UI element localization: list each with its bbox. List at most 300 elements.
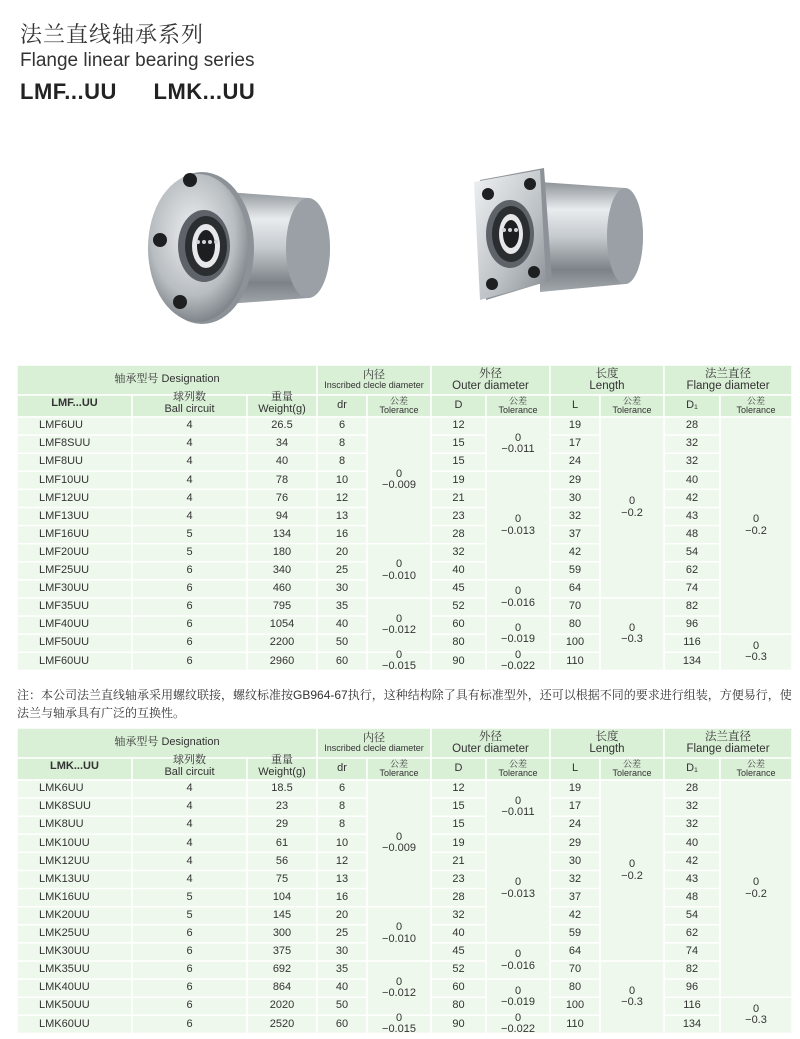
length-cell: 37 <box>568 527 582 540</box>
length-cell: 100 <box>565 636 585 649</box>
flange-diameter-header <box>664 728 792 758</box>
weight-cell: 23 <box>275 800 289 813</box>
flange-d1-cell: 43 <box>685 509 699 522</box>
tolerance-upper: 0 <box>395 467 403 480</box>
weight-cell: 61 <box>275 836 289 849</box>
outer-d-cell: 21 <box>452 854 465 867</box>
flange-d1-cell: 96 <box>685 618 699 631</box>
dr-cell: 10 <box>335 473 349 486</box>
ball-circuit-header <box>132 754 247 780</box>
model-column-header: LMK...UU <box>50 760 99 773</box>
outer-diameter-label-cn: 外径 <box>479 367 502 380</box>
ball-circuit-cell: 4 <box>186 491 193 504</box>
ball-circuit-cell: 5 <box>186 890 193 903</box>
model-cell: LMF20UU <box>39 545 90 558</box>
dr-cell: 20 <box>335 908 349 921</box>
outer-d-cell: 45 <box>452 945 465 958</box>
model-cell: LMK35UU <box>39 963 90 976</box>
flange-d1-cell: 74 <box>685 945 699 958</box>
length-cell: 29 <box>568 473 582 486</box>
assembly-note: 注：本公司法兰直线轴承采用螺纹联接，螺纹标准按GB964-67执行，这种结构除了具有标准型外，还可以根据不同的要求进行组装，方便易行，使法兰与轴承具有广泛的互换性。 <box>17 688 792 720</box>
dr-cell: 16 <box>335 890 349 903</box>
tolerance-label-cn: 公差 <box>389 395 408 406</box>
ball-circuit-cell: 4 <box>186 782 193 795</box>
ball-circuit-cell: 6 <box>186 999 193 1012</box>
ball-circuit-cell: 6 <box>186 981 193 994</box>
ball-circuit-cell: 5 <box>186 545 193 558</box>
model-cell: LMF12UU <box>39 491 90 504</box>
dr-cell: 8 <box>338 800 346 813</box>
outer-d-cell: 32 <box>452 908 465 921</box>
flange-d1-cell: 28 <box>685 782 699 795</box>
flange-d1-cell: 42 <box>685 491 699 504</box>
tol-D-value <box>486 834 550 943</box>
outer-d-cell: 19 <box>452 836 465 849</box>
length-cell: 70 <box>568 600 582 613</box>
length-cell: 42 <box>568 545 582 558</box>
tol-dr-value <box>367 648 431 673</box>
flange-d1-cell: 82 <box>685 600 699 613</box>
model-cell: LMF35UU <box>39 600 90 613</box>
outer-d-cell: 52 <box>452 963 465 976</box>
outer-d-cell: 15 <box>452 437 465 450</box>
page-title-en: Flange linear bearing series <box>20 50 255 71</box>
tolerance-lower: −0.2 <box>621 869 643 882</box>
tolerance-upper: 0 <box>395 648 403 661</box>
inner-diameter-header <box>317 365 431 395</box>
outer-diameter-label-en: Outer diameter <box>452 380 529 392</box>
flange-d1-cell: 48 <box>685 527 699 540</box>
length-cell: 32 <box>568 872 582 885</box>
model-series-heading <box>20 78 255 106</box>
tolerance-label-en: Tolerance <box>736 768 776 778</box>
flange-d1-header: D₁ <box>686 399 698 412</box>
outer-d-cell: 32 <box>452 545 465 558</box>
tolerance-upper: 0 <box>514 984 522 997</box>
model-cell: LMF60UU <box>39 654 90 667</box>
length-cell: 24 <box>568 455 582 468</box>
model-cell: LMK6UU <box>39 782 84 795</box>
weight-cell: 300 <box>272 927 292 940</box>
length-cell: 80 <box>568 981 582 994</box>
ball-circuit-cell: 5 <box>186 908 193 921</box>
length-cell: 100 <box>565 999 585 1012</box>
ball-circuit-header <box>132 391 247 417</box>
outer-d-cell: 23 <box>452 509 465 522</box>
model-cell: LMK10UU <box>39 836 90 849</box>
model-cell: LMK12UU <box>39 854 90 867</box>
inner-diameter-header <box>317 728 431 758</box>
outer-d-header: D <box>454 762 463 775</box>
model-cell: LMK25UU <box>39 927 90 940</box>
tolerance-upper: 0 <box>395 975 403 988</box>
tolerance-lower: −0.011 <box>501 806 535 819</box>
outer-d-cell: 60 <box>452 618 465 631</box>
tolerance-label-en: Tolerance <box>612 768 652 778</box>
tolerance-label-en: Tolerance <box>379 768 419 778</box>
weight-cell: 180 <box>272 545 292 558</box>
dr-cell: 10 <box>335 836 349 849</box>
tol-D-value <box>486 648 550 673</box>
weight-cell: 56 <box>275 854 289 867</box>
weight-cell: 2960 <box>269 654 295 667</box>
length-cell: 59 <box>568 564 582 577</box>
tol-D-value <box>486 616 550 652</box>
tolerance-upper: 0 <box>514 948 522 961</box>
tol-dr-value <box>367 417 431 544</box>
flange-d1-cell: 116 <box>683 636 701 649</box>
weight-cell: 18.5 <box>271 782 293 795</box>
tolerance-header <box>600 758 664 780</box>
outer-d-cell: 28 <box>452 890 465 903</box>
length-cell: 19 <box>568 419 582 432</box>
flange-d1-cell: 40 <box>685 836 699 849</box>
weight-cell: 29 <box>275 818 289 831</box>
model-column-header: LMF...UU <box>51 397 98 410</box>
weight-label-cn: 重量 <box>271 754 293 767</box>
flange-d1-cell: 40 <box>685 473 699 486</box>
flange-diameter-label-cn: 法兰直径 <box>705 367 751 380</box>
tolerance-lower: −0.011 <box>501 443 535 456</box>
weight-cell: 34 <box>275 437 289 450</box>
tolerance-upper: 0 <box>395 558 403 571</box>
flange-d1-cell: 54 <box>685 545 699 558</box>
model-cell: LMF8SUU <box>39 437 91 450</box>
flange-d1-cell: 74 <box>685 582 699 595</box>
flange-diameter-label-cn: 法兰直径 <box>705 730 751 743</box>
tol-D-value <box>486 780 550 834</box>
dr-cell: 13 <box>335 872 349 885</box>
model-cell: LMF13UU <box>39 509 90 522</box>
inner-diameter-label-cn: 内径 <box>363 731 385 744</box>
tolerance-label-en: Tolerance <box>498 405 538 415</box>
dr-cell: 8 <box>338 455 346 468</box>
weight-cell: 104 <box>272 890 292 903</box>
ball-circuit-cell: 6 <box>186 945 193 958</box>
length-cell: 64 <box>568 945 582 958</box>
tolerance-upper: 0 <box>628 857 636 870</box>
outer-diameter-label-cn: 外径 <box>479 730 502 743</box>
tolerance-lower: −0.3 <box>745 1014 767 1027</box>
flange-d1-cell: 134 <box>682 1017 702 1030</box>
tol-dr-value <box>367 961 431 1015</box>
tol-D-value <box>486 1011 550 1036</box>
tolerance-header <box>720 395 792 417</box>
flange-d1-cell: 54 <box>685 908 699 921</box>
square-flange-bearing-image <box>460 160 660 320</box>
weight-cell: 94 <box>275 509 289 522</box>
tol-L-value <box>600 598 664 670</box>
tol-D-value <box>486 580 550 616</box>
flange-d1-cell: 62 <box>685 927 699 940</box>
weight-label-en: Weight(g) <box>258 766 306 778</box>
dr-cell: 16 <box>335 527 349 540</box>
dr-cell: 50 <box>335 636 349 649</box>
tol-L-value <box>600 961 664 1033</box>
flange-d1-cell: 32 <box>685 437 699 450</box>
weight-cell: 78 <box>275 473 289 486</box>
tolerance-lower: −0.010 <box>382 932 416 945</box>
outer-d-cell: 15 <box>452 818 465 831</box>
outer-d-cell: 80 <box>452 636 465 649</box>
outer-d-cell: 12 <box>452 419 465 432</box>
tol-L-value <box>600 780 664 961</box>
ball-circuit-label-cn: 球列数 <box>173 391 206 404</box>
length-cell: 17 <box>568 437 582 450</box>
length-header <box>550 365 664 395</box>
inner-diameter-label-en: Inscribed clecle diameter <box>324 743 424 754</box>
model-cell: LMK30UU <box>39 945 90 958</box>
inner-diameter-label-cn: 内径 <box>363 368 385 381</box>
tolerance-upper: 0 <box>514 794 522 807</box>
model-cell: LMK40UU <box>39 981 90 994</box>
ball-circuit-cell: 6 <box>186 654 193 667</box>
dr-header: dr <box>337 762 347 775</box>
tol-dr-value <box>367 1011 431 1036</box>
tolerance-lower: −0.012 <box>382 987 416 1000</box>
flange-d1-cell: 48 <box>685 890 699 903</box>
weight-cell: 1054 <box>269 618 295 631</box>
title-block <box>20 22 255 106</box>
ball-circuit-cell: 4 <box>186 818 193 831</box>
tolerance-label-cn: 公差 <box>508 758 527 769</box>
tolerance-header <box>486 395 550 417</box>
flange-d1-cell: 32 <box>685 818 699 831</box>
dr-cell: 35 <box>335 600 349 613</box>
tolerance-upper: 0 <box>628 984 636 997</box>
dr-cell: 60 <box>335 1017 349 1030</box>
tolerance-header <box>486 758 550 780</box>
length-cell: 110 <box>566 1017 584 1030</box>
ball-circuit-cell: 4 <box>186 419 193 432</box>
weight-cell: 145 <box>272 908 292 921</box>
tolerance-lower: −0.016 <box>501 596 535 609</box>
flange-d1-cell: 28 <box>685 419 699 432</box>
series-lmk-label: LMK...UU <box>153 79 256 104</box>
tolerance-label-en: Tolerance <box>736 405 776 415</box>
outer-d-cell: 15 <box>452 800 465 813</box>
dr-cell: 50 <box>335 999 349 1012</box>
tol-D1-value <box>720 634 792 670</box>
ball-circuit-cell: 6 <box>186 618 193 631</box>
dr-cell: 13 <box>335 509 349 522</box>
length-label-cn: 长度 <box>595 367 619 380</box>
length-cell: 32 <box>568 509 582 522</box>
designation-header: 轴承型号 Designation <box>114 373 220 386</box>
model-cell: LMK20UU <box>39 908 90 921</box>
tol-D-value <box>486 417 550 471</box>
dr-cell: 12 <box>335 491 349 504</box>
dr-cell: 6 <box>338 419 346 432</box>
tolerance-lower: −0.022 <box>501 1023 535 1036</box>
dr-cell: 12 <box>335 854 349 867</box>
weight-cell: 75 <box>275 872 289 885</box>
tol-dr-value <box>367 598 431 652</box>
flange-diameter-label-en: Flange diameter <box>686 380 770 392</box>
flange-d1-cell: 82 <box>685 963 699 976</box>
ball-circuit-cell: 4 <box>186 509 193 522</box>
outer-d-cell: 21 <box>452 491 465 504</box>
model-cell: LMF6UU <box>39 419 84 432</box>
ball-circuit-cell: 4 <box>186 473 193 486</box>
length-header <box>550 728 664 758</box>
tolerance-label-cn: 公差 <box>746 758 765 769</box>
dr-header: dr <box>337 399 347 412</box>
tolerance-upper: 0 <box>395 1011 403 1024</box>
ball-circuit-cell: 4 <box>186 836 193 849</box>
tolerance-label-en: Tolerance <box>379 405 419 415</box>
outer-diameter-header <box>431 365 550 395</box>
flange-diameter-label-en: Flange diameter <box>686 743 770 755</box>
tolerance-label-cn: 公差 <box>622 395 641 406</box>
model-cell: LMK8UU <box>39 818 84 831</box>
tolerance-upper: 0 <box>752 1002 760 1015</box>
weight-cell: 795 <box>272 600 292 613</box>
length-label-cn: 长度 <box>595 730 619 743</box>
dr-cell: 30 <box>335 582 349 595</box>
outer-d-cell: 40 <box>452 564 465 577</box>
tolerance-lower: −0.013 <box>501 524 535 537</box>
dr-cell: 6 <box>338 782 346 795</box>
weight-cell: 40 <box>275 455 289 468</box>
model-cell: LMF30UU <box>39 582 90 595</box>
tolerance-lower: −0.2 <box>745 887 767 900</box>
tolerance-lower: −0.015 <box>382 660 416 673</box>
model-cell: LMK50UU <box>39 999 90 1012</box>
outer-d-cell: 19 <box>452 473 465 486</box>
model-cell: LMK8SUU <box>39 800 91 813</box>
page-title-cn: 法兰直线轴承系列 <box>20 22 205 47</box>
tolerance-lower: −0.016 <box>501 959 535 972</box>
round-flange-bearing-image <box>140 160 340 330</box>
weight-cell: 76 <box>275 491 289 504</box>
tol-dr-value <box>367 780 431 907</box>
tolerance-lower: −0.010 <box>382 569 416 582</box>
weight-cell: 375 <box>272 945 292 958</box>
flange-d1-cell: 32 <box>685 800 699 813</box>
weight-label-cn: 重量 <box>271 391 293 404</box>
model-cell: LMF8UU <box>39 455 84 468</box>
length-cell: 17 <box>568 800 582 813</box>
length-label-en: Length <box>589 380 625 392</box>
dr-cell: 8 <box>338 818 346 831</box>
length-l-header: L <box>571 399 579 412</box>
tol-D-value <box>486 471 550 580</box>
model-cell: LMF16UU <box>39 527 90 540</box>
length-l-header: L <box>571 762 579 775</box>
dr-cell: 35 <box>335 963 349 976</box>
tolerance-header <box>367 395 431 417</box>
tolerance-lower: −0.3 <box>621 996 643 1009</box>
outer-d-cell: 23 <box>452 872 465 885</box>
tol-dr-value <box>367 544 431 598</box>
weight-cell: 864 <box>272 981 292 994</box>
ball-circuit-label-cn: 球列数 <box>173 754 206 767</box>
weight-header <box>247 391 317 417</box>
dr-cell: 60 <box>335 654 349 667</box>
weight-cell: 134 <box>272 527 292 540</box>
ball-circuit-cell: 4 <box>186 854 193 867</box>
tolerance-upper: 0 <box>514 1011 522 1024</box>
outer-diameter-header <box>431 728 550 758</box>
ball-circuit-cell: 6 <box>186 927 193 940</box>
outer-d-cell: 90 <box>452 1017 465 1030</box>
ball-circuit-cell: 6 <box>186 564 193 577</box>
length-cell: 70 <box>568 963 582 976</box>
weight-cell: 26.5 <box>271 419 293 432</box>
outer-d-cell: 40 <box>452 927 465 940</box>
outer-d-cell: 28 <box>452 527 465 540</box>
dr-cell: 40 <box>335 618 349 631</box>
model-cell: LMF50UU <box>39 636 90 649</box>
flange-d1-cell: 42 <box>685 854 699 867</box>
tol-D1-value <box>720 997 792 1033</box>
model-cell: LMF10UU <box>39 473 90 486</box>
weight-cell: 2020 <box>269 999 295 1012</box>
length-cell: 64 <box>568 582 582 595</box>
length-cell: 80 <box>568 618 582 631</box>
length-cell: 110 <box>566 654 584 667</box>
ball-circuit-cell: 4 <box>186 455 193 468</box>
tolerance-lower: −0.2 <box>621 506 643 519</box>
ball-circuit-cell: 6 <box>186 1017 193 1030</box>
weight-header <box>247 754 317 780</box>
inner-diameter-label-en: Inscribed clecle diameter <box>324 380 424 391</box>
tolerance-lower: −0.022 <box>501 660 535 673</box>
tolerance-lower: −0.013 <box>501 887 535 900</box>
outer-diameter-label-en: Outer diameter <box>452 743 529 755</box>
tolerance-upper: 0 <box>628 494 636 507</box>
tolerance-header <box>367 758 431 780</box>
ball-circuit-cell: 4 <box>186 800 193 813</box>
dr-cell: 40 <box>335 981 349 994</box>
outer-d-cell: 12 <box>452 782 465 795</box>
tolerance-label-en: Tolerance <box>612 405 652 415</box>
tolerance-lower: −0.019 <box>501 996 535 1009</box>
lmk-spec-table <box>17 728 792 1036</box>
dr-cell: 8 <box>338 437 346 450</box>
dr-cell: 25 <box>335 927 349 940</box>
ball-circuit-cell: 6 <box>186 636 193 649</box>
flange-d1-cell: 96 <box>685 981 699 994</box>
tolerance-label-cn: 公差 <box>746 395 765 406</box>
tolerance-label-cn: 公差 <box>389 758 408 769</box>
length-cell: 24 <box>568 818 582 831</box>
tolerance-lower: −0.009 <box>382 842 416 855</box>
outer-d-cell: 15 <box>452 455 465 468</box>
length-cell: 29 <box>568 836 582 849</box>
tol-L-value <box>600 417 664 598</box>
flange-d1-header: D₁ <box>686 762 698 775</box>
tolerance-lower: −0.012 <box>382 624 416 637</box>
model-cell: LMK13UU <box>39 872 90 885</box>
weight-cell: 460 <box>272 582 292 595</box>
tolerance-upper: 0 <box>395 921 403 934</box>
tol-D1-value <box>720 417 792 634</box>
flange-diameter-header <box>664 365 792 395</box>
flange-d1-cell: 134 <box>682 654 702 667</box>
ball-circuit-cell: 5 <box>186 527 193 540</box>
tolerance-upper: 0 <box>514 431 522 444</box>
model-cell: LMK60UU <box>39 1017 90 1030</box>
tolerance-upper: 0 <box>395 612 403 625</box>
tolerance-header <box>720 758 792 780</box>
weight-cell: 340 <box>272 564 292 577</box>
ball-circuit-cell: 4 <box>186 872 193 885</box>
ball-circuit-cell: 4 <box>186 437 193 450</box>
tol-dr-value <box>367 907 431 961</box>
lmf-spec-table <box>17 365 792 673</box>
